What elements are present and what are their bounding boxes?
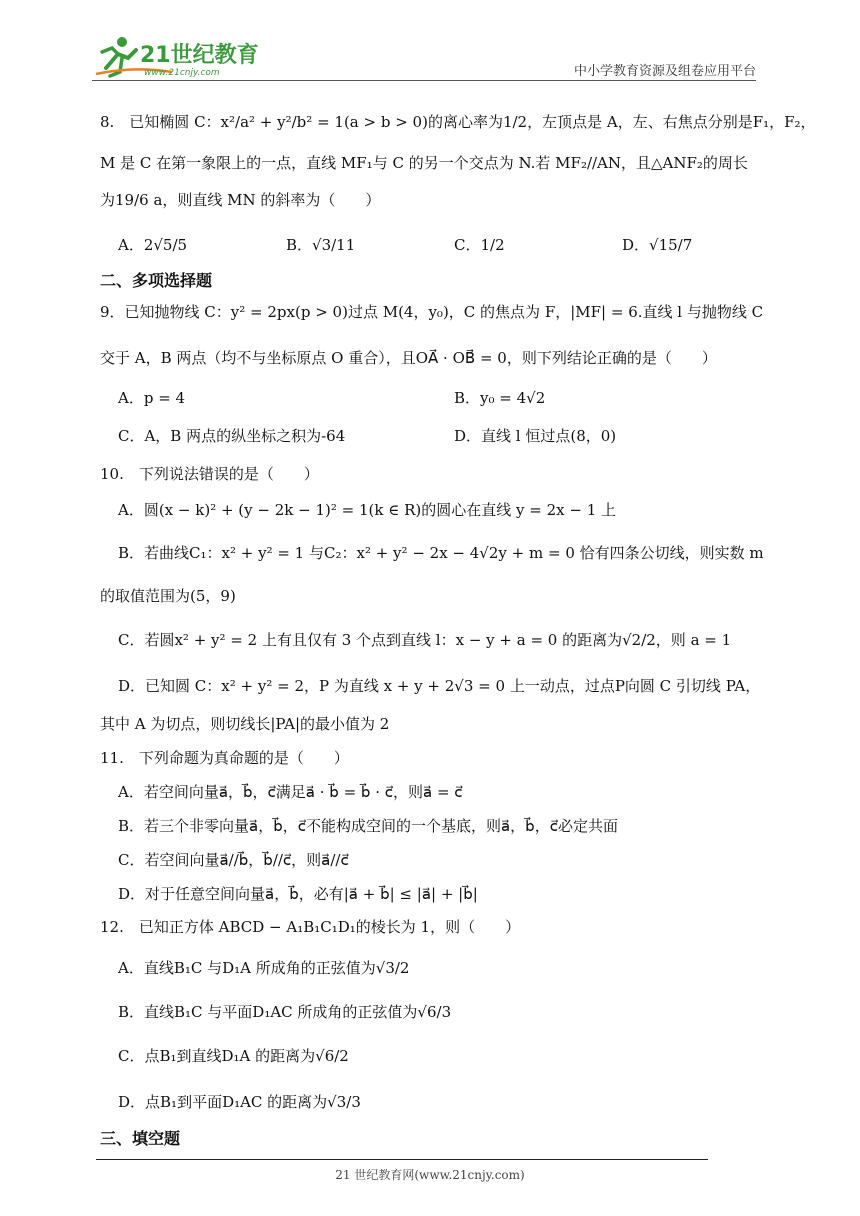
q8-option-a: A．2√5/5 [118,236,188,254]
q12-option-d: D．点B₁到平面D₁AC 的距离为√3/3 [118,1093,361,1111]
q8-line-1: 8. 已知椭圆 C：x²/a² + y²/b² = 1(a > b > 0)的离心率为1/2，左顶点是 A，左、右焦点分别是F₁，F₂， [100,113,816,131]
header-platform-text: 中小学教育资源及组卷应用平台 [573,64,756,79]
q11-option-b: B．若三个非零向量a⃗，b⃗，c⃗不能构成空间的一个基底，则a⃗，b⃗，c⃗必定共面 [118,817,618,835]
runner-logo-icon [92,32,267,80]
q10-option-c: C．若圆x² + y² = 2 上有且仅有 3 个点到直线 l：x − y + a = 0 的距离为√2/2，则 a = 1 [118,631,732,649]
q11-option-a: A．若空间向量a⃗，b⃗，c⃗满足a⃗ · b⃗ = b⃗ · c⃗，则a⃗ = c⃗ [118,783,463,801]
site-logo [92,32,267,80]
q8-option-b: B．√3/11 [286,236,356,254]
q9-option-d: D．直线 l 恒过点(8，0) [454,427,617,445]
q9-line-1: 9．已知抛物线 C：y² = 2px(p > 0)过点 M(4，y₀)，C 的焦点为 F，|MF| = 6.直线 l 与抛物线 C [100,303,764,321]
q8-line-3: 为19/6 a，则直线 MN 的斜率为（ ） [100,191,381,209]
q12-line-1: 12. 已知正方体 ABCD − A₁B₁C₁D₁的棱长为 1，则（ ） [100,918,521,936]
section-title-multi: 二、多项选择题 [100,271,213,290]
q10-option-d-line-2: 其中 A 为切点，则切线长|PA|的最小值为 2 [100,715,390,733]
q12-option-c: C．点B₁到直线D₁A 的距离为√6/2 [118,1047,349,1065]
section-title-fill: 三、填空题 [100,1129,181,1148]
q11-line-1: 11. 下列命题为真命题的是（ ） [100,749,349,767]
q12-option-b: B．直线B₁C 与平面D₁AC 所成角的正弦值为√6/3 [118,1003,452,1021]
q11-option-d: D．对于任意空间向量a⃗，b⃗，必有|a⃗ + b⃗| ≤ |a⃗| + |b⃗| [118,885,478,903]
logo-text: 21世纪教育 [140,43,259,68]
q10-option-a: A．圆(x − k)² + (y − 2k − 1)² = 1(k ∈ R)的圆心在直线 y = 2x − 1 上 [118,501,617,519]
q11-option-c: C．若空间向量a⃗//b⃗，b⃗//c⃗，则a⃗//c⃗ [118,851,349,869]
q12-option-a: A．直线B₁C 与D₁A 所成角的正弦值为√3/2 [118,959,410,977]
q8-option-d: D．√15/7 [622,236,693,254]
q9-option-c: C．A，B 两点的纵坐标之积为-64 [118,427,346,445]
header-divider [92,80,756,81]
q10-option-b-line-1: B．若曲线C₁：x² + y² = 1 与C₂：x² + y² − 2x − 4√2y + m = 0 恰有四条公切线，则实数 m [118,544,764,562]
q9-option-b: B．y₀ = 4√2 [454,389,546,407]
q8-line-2: M 是 C 在第一象限上的一点，直线 MF₁与 C 的另一个交点为 N.若 MF₂//AN，且△ANF₂的周长 [100,154,748,172]
q10-option-d-line-1: D．已知圆 C：x² + y² = 2，P 为直线 x + y + 2√3 = 0 上一动点，过点P向圆 C 引切线 PA， [118,677,761,695]
logo-url: www.21cnjy.com [144,68,220,78]
footer-text: 21 世纪教育网(www.21cnjy.com) [335,1168,525,1182]
q10-option-b-line-2: 的取值范围为(5，9) [100,587,236,605]
q9-option-a: A．p = 4 [118,389,186,407]
footer-divider [96,1159,708,1160]
q10-line-1: 10. 下列说法错误的是（ ） [100,465,319,483]
q9-line-2: 交于 A，B 两点（均不与坐标原点 O 重合），且OA⃗ · OB⃗ = 0，则下列结论正确的是（ ） [100,349,717,367]
q8-option-c: C．1/2 [454,236,505,254]
